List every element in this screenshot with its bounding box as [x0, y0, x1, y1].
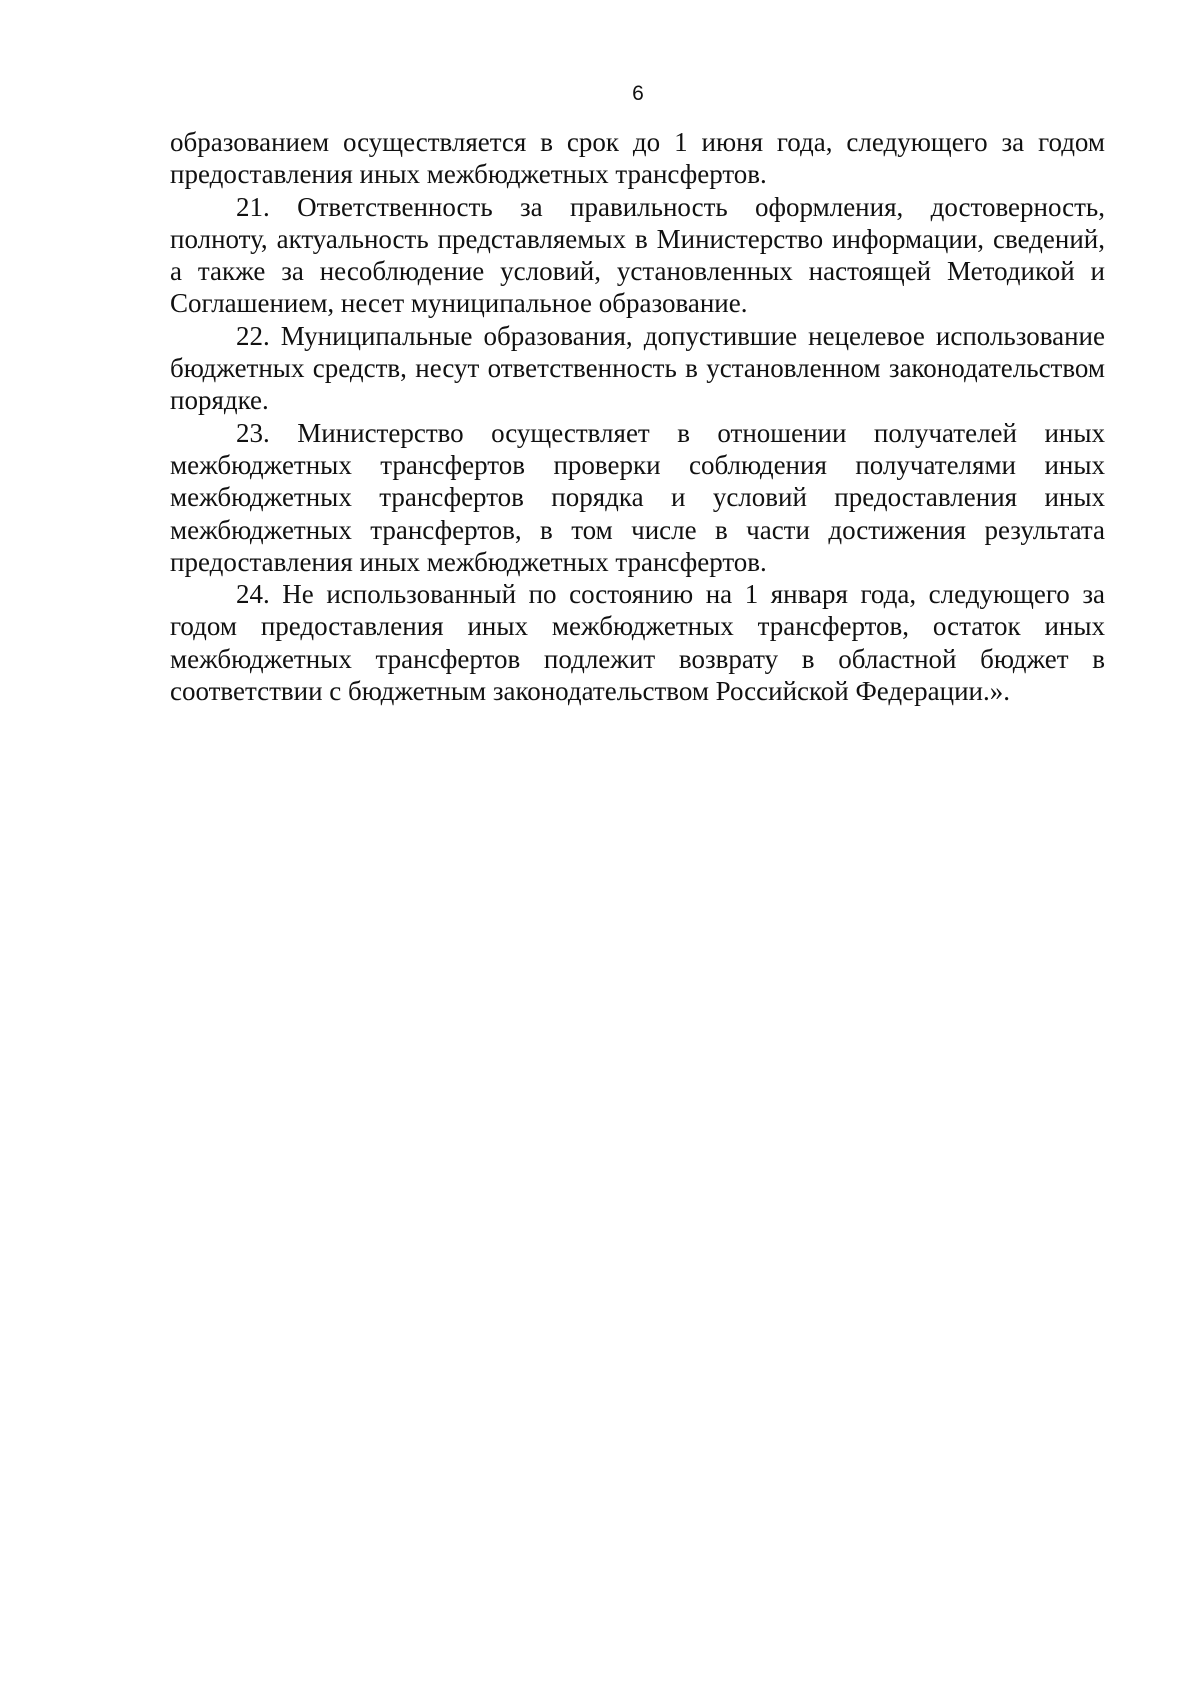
- paragraph-24: 24. Не использованный по состоянию на 1 января года, следующего за годом предоставления иных межбюджетных трансфертов, остаток иных межбюджетных трансфертов подлежит возврату в областной бюджет в соответствии с бюджетным законодательством Российской Федерации.».: [170, 579, 1105, 707]
- page-number: 6: [632, 82, 644, 105]
- paragraph-21: 21. Ответственность за правильность оформления, достоверность, полноту, актуальность представляемых в Министерство информации, сведений, а также за несоблюдение условий, установленных настоящей Методикой и Соглашением, несет муниципальное образование.: [170, 191, 1105, 319]
- paragraph-continuation: образованием осуществляется в срок до 1 июня года, следующего за годом предоставления иных межбюджетных трансфертов.: [170, 127, 1105, 190]
- paragraph-22: 22. Муниципальные образования, допустившие нецелевое использование бюджетных средств, несут ответственность в установленном законодательством порядке.: [170, 320, 1105, 416]
- paragraph-23: 23. Министерство осуществляет в отношении получателей иных межбюджетных трансфертов проверки соблюдения получателями иных межбюджетных трансфертов порядка и условий предоставления иных межбюджетных трансфертов, в том числе в части достижения результата предоставления иных межбюджетных трансфертов.: [170, 417, 1105, 577]
- document-body: [170, 126, 1105, 707]
